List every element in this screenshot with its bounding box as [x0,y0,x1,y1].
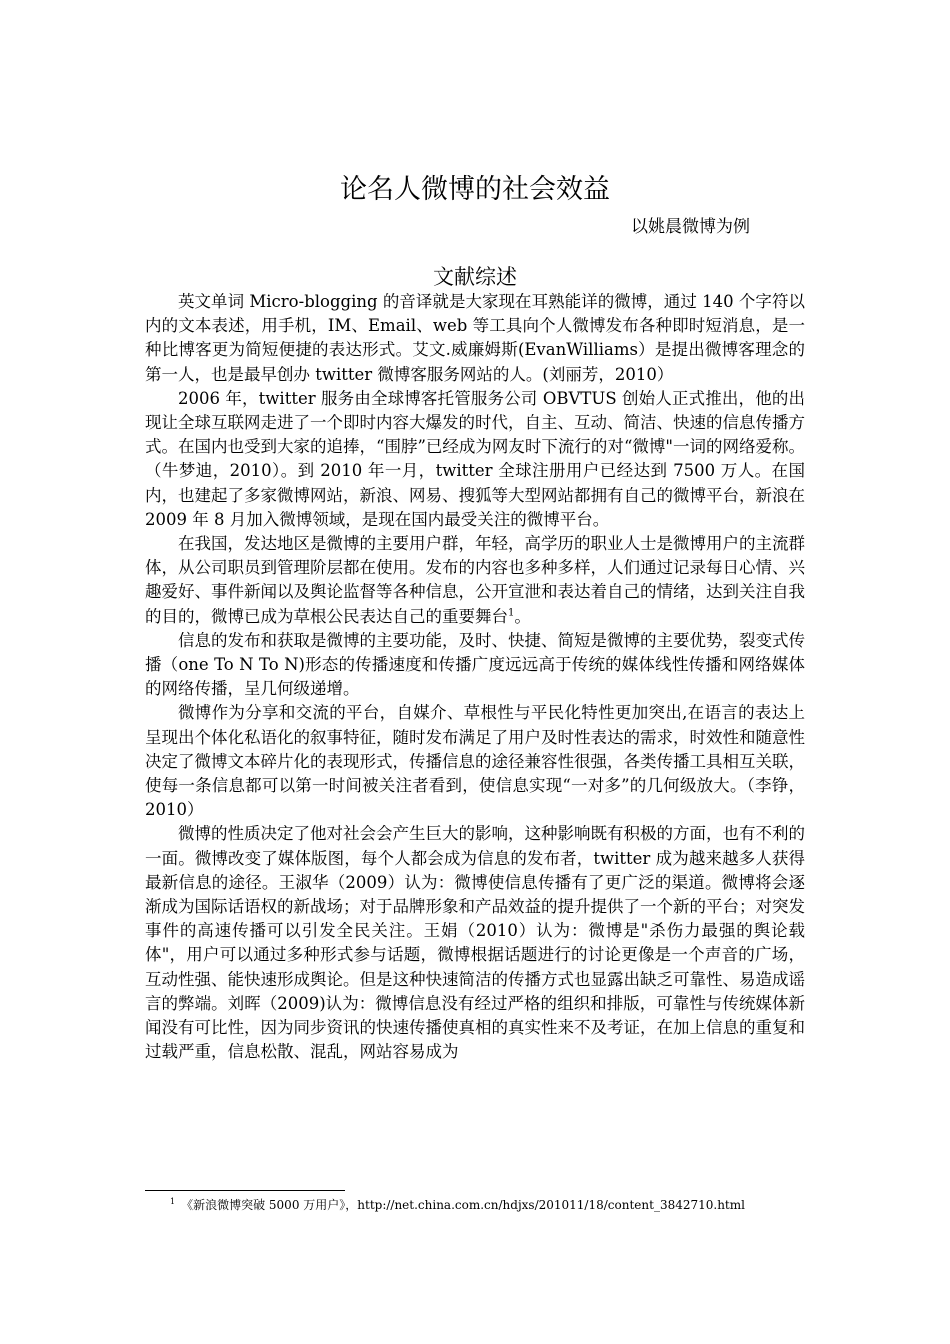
paragraph-1: 英文单词 Micro-blogging 的音译就是大家现在耳熟能详的微博，通过 140 个字符以内的文本表述，用手机，IM、Email、web 等工具向个人微博发布各种即时短消息，是一种比博客更为简短便捷的表达形式。艾文.威廉姆斯(EvanWilliams）是提出微博客理念的第一人，也是最早创办 twitter 微博客服务网站的人。(刘丽芳，2010） [145,292,805,384]
paragraph-4: 信息的发布和获取是微博的主要功能，及时、快捷、简短是微博的主要优势，裂变式传播（one To N To N)形态的传播速度和传播广度远远高于传统的媒体线性传播和网络媒体的网络传播，呈几何级递增。 [145,630,805,699]
paragraph-3-end: 。 [514,606,531,626]
footnote-text: 《新浪微博突破 5000 万用户》，http://net.china.com.cn/hdjxs/201011/18/content_3842710.html [181,1198,745,1212]
paragraph-2: 2006 年，twitter 服务由全球博客托管服务公司 OBVTUS 创始人正式推出，他的出现让全球互联网走进了一个即时内容大爆发的时代，自主、互动、简洁、快速的信息传播方式。在国内也受到大家的追捧，“围脖”已经成为网友时下流行的对“微博"一词的网络爱称。（牛梦迪，2010）。到 2010 年一月，twitter 全球注册用户已经达到 7500 万人。在国内，也建起了多家微博网站，新浪、网易、搜狐等大型网站都拥有自己的微博平台，新浪在 2009 年 8 月加入微博领域，是现在国内最受关注的微博平台。 [145,388,805,529]
paragraph-5: 微博作为分享和交流的平台，自媒介、草根性与平民化特性更加突出,在语言的表达上呈现出个体化私语化的叙事特征，随时发布满足了用户及时性表达的需求，时效性和随意性决定了微博文本碎片化的表现形式，传播信息的途径兼容性很强，各类传播工具相互关联，使每一条信息都可以第一时间被关注者看到，使信息实现“一对多”的几何级放大。（李铮，2010） [145,703,805,820]
footnote-reference[interactable]: 1 [508,607,515,619]
footnote-marker: 1 [170,1197,176,1206]
body-text [145,290,805,1065]
paragraph-3 [145,532,805,629]
paragraph-3-text: 在我国，发达地区是微博的主要用户群，年轻，高学历的职业人士是微博用户的主流群体，从公司职员到管理阶层都在使用。发布的内容也多种多样，人们通过记录每日心情、兴趣爱好、事件新闻以及舆论监督等各种信息，公开宣泄和表达着自己的情绪，达到关注自我的目的，微博已成为草根公民表达自己的重要舞台 [145,534,805,626]
section-heading: 文献综述 [433,265,517,289]
paragraph-6: 微博的性质决定了他对社会会产生巨大的影响，这种影响既有积极的方面，也有不利的一面。微博改变了媒体版图，每个人都会成为信息的发布者，twitter 成为越来越多人获得最新信息的途径。王淑华（2009）认为：微博使信息传播有了更广泛的渠道。微博将会逐渐成为国际话语权的新战场；对于品牌形象和产品效益的提升提供了一个新的平台；对突发事件的高速传播可以引发全民关注。王娟（2010）认为：微博是"杀伤力最强的舆论载体"，用户可以通过多种形式参与话题，微博根据话题进行的讨论更像是一个声音的广场，互动性强、能快速形成舆论。但是这种快速简洁的传播方式也显露出缺乏可靠性、易造成谣言的弊端。刘晖（2009)认为：微博信息没有经过严格的组织和排版，可靠性与传统媒体新闻没有可比性，因为同步资讯的快速传播使真相的真实性来不及考证，在加上信息的重复和过载严重，信息松散、混乱，网站容易成为 [145,824,805,1062]
footnote-divider [145,1190,345,1191]
document-title: 论名人微博的社会效益 [340,174,610,205]
document-subtitle: 以姚晨微博为例 [631,217,750,237]
footnote [170,1196,850,1214]
